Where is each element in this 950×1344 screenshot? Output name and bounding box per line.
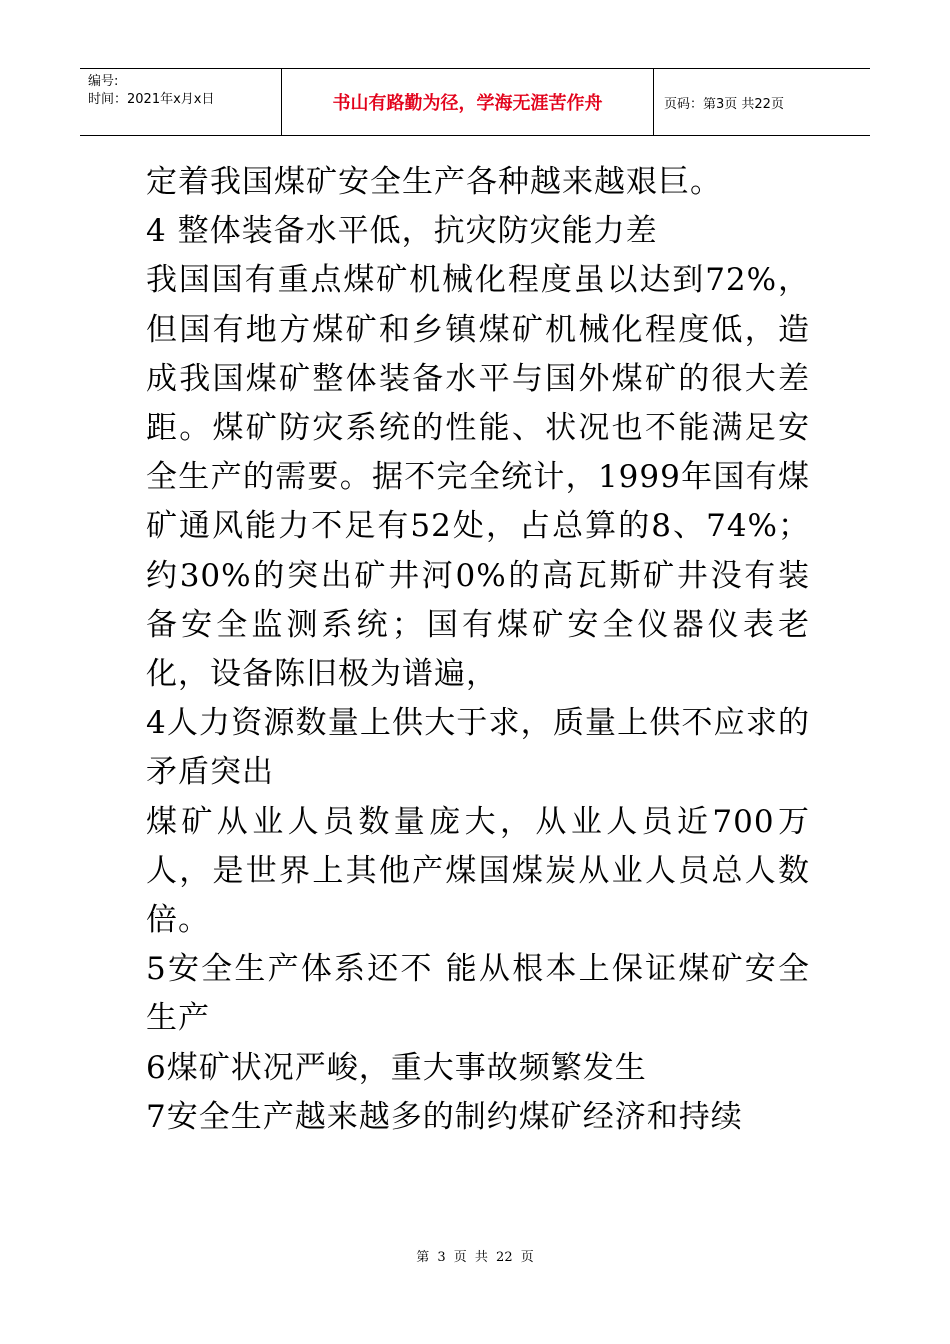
header-page-info: 页码：第3页 共22页 [664,96,784,112]
number-label: 编号: [88,74,119,89]
section-heading: 4人力资源数量上供大于求，质量上供不应求的 矛盾突出 [146,705,810,791]
time-label: 时间：2021年x月x日 [88,92,215,107]
section-heading: 6煤矿状况严峻，重大事故频繁发生 [146,1049,647,1086]
paragraph: 煤矿从业人员数量庞大，从业人员近700万人，是世界上其他产煤国煤炭从业人员总人数倍。 [146,803,810,939]
section-heading: 4 整体装备水平低，抗灾防灾能力差 [146,213,658,250]
header-meta-cell [80,69,282,135]
paragraph: 定着我国煤矿安全生产各种越来越艰巨。 [146,164,722,200]
section-heading: 7安全生产越来越多的制约煤矿经济和持续 [146,1098,743,1135]
page-header [80,68,870,136]
page-footer: 第 3 页 共 22 页 [416,1250,534,1265]
section-heading: 5安全生产体系还不 能从根本上保证煤矿安全生产 [146,951,810,1037]
paragraph: 我国国有重点煤矿机械化程度虽以达到72%，但国有地方煤矿和乡镇煤矿机械化程度低，造成我国煤矿整体装备水平与国外煤矿的很大差距。煤矿防灾系统的性能、状况也不能满足安全生产的需要。据不完全统计，1999年国有煤矿通风能力不足有52处，占总算的8、74%；约30%的突出矿井河0%的高瓦斯矿井没有装备安全监测系统；国有煤矿安全仪器仪表老化，设备陈旧极为谱遍， [146,262,810,693]
motto: 书山有路勤为径，学海无涯苦作舟 [282,69,654,135]
document-body [146,158,810,1142]
